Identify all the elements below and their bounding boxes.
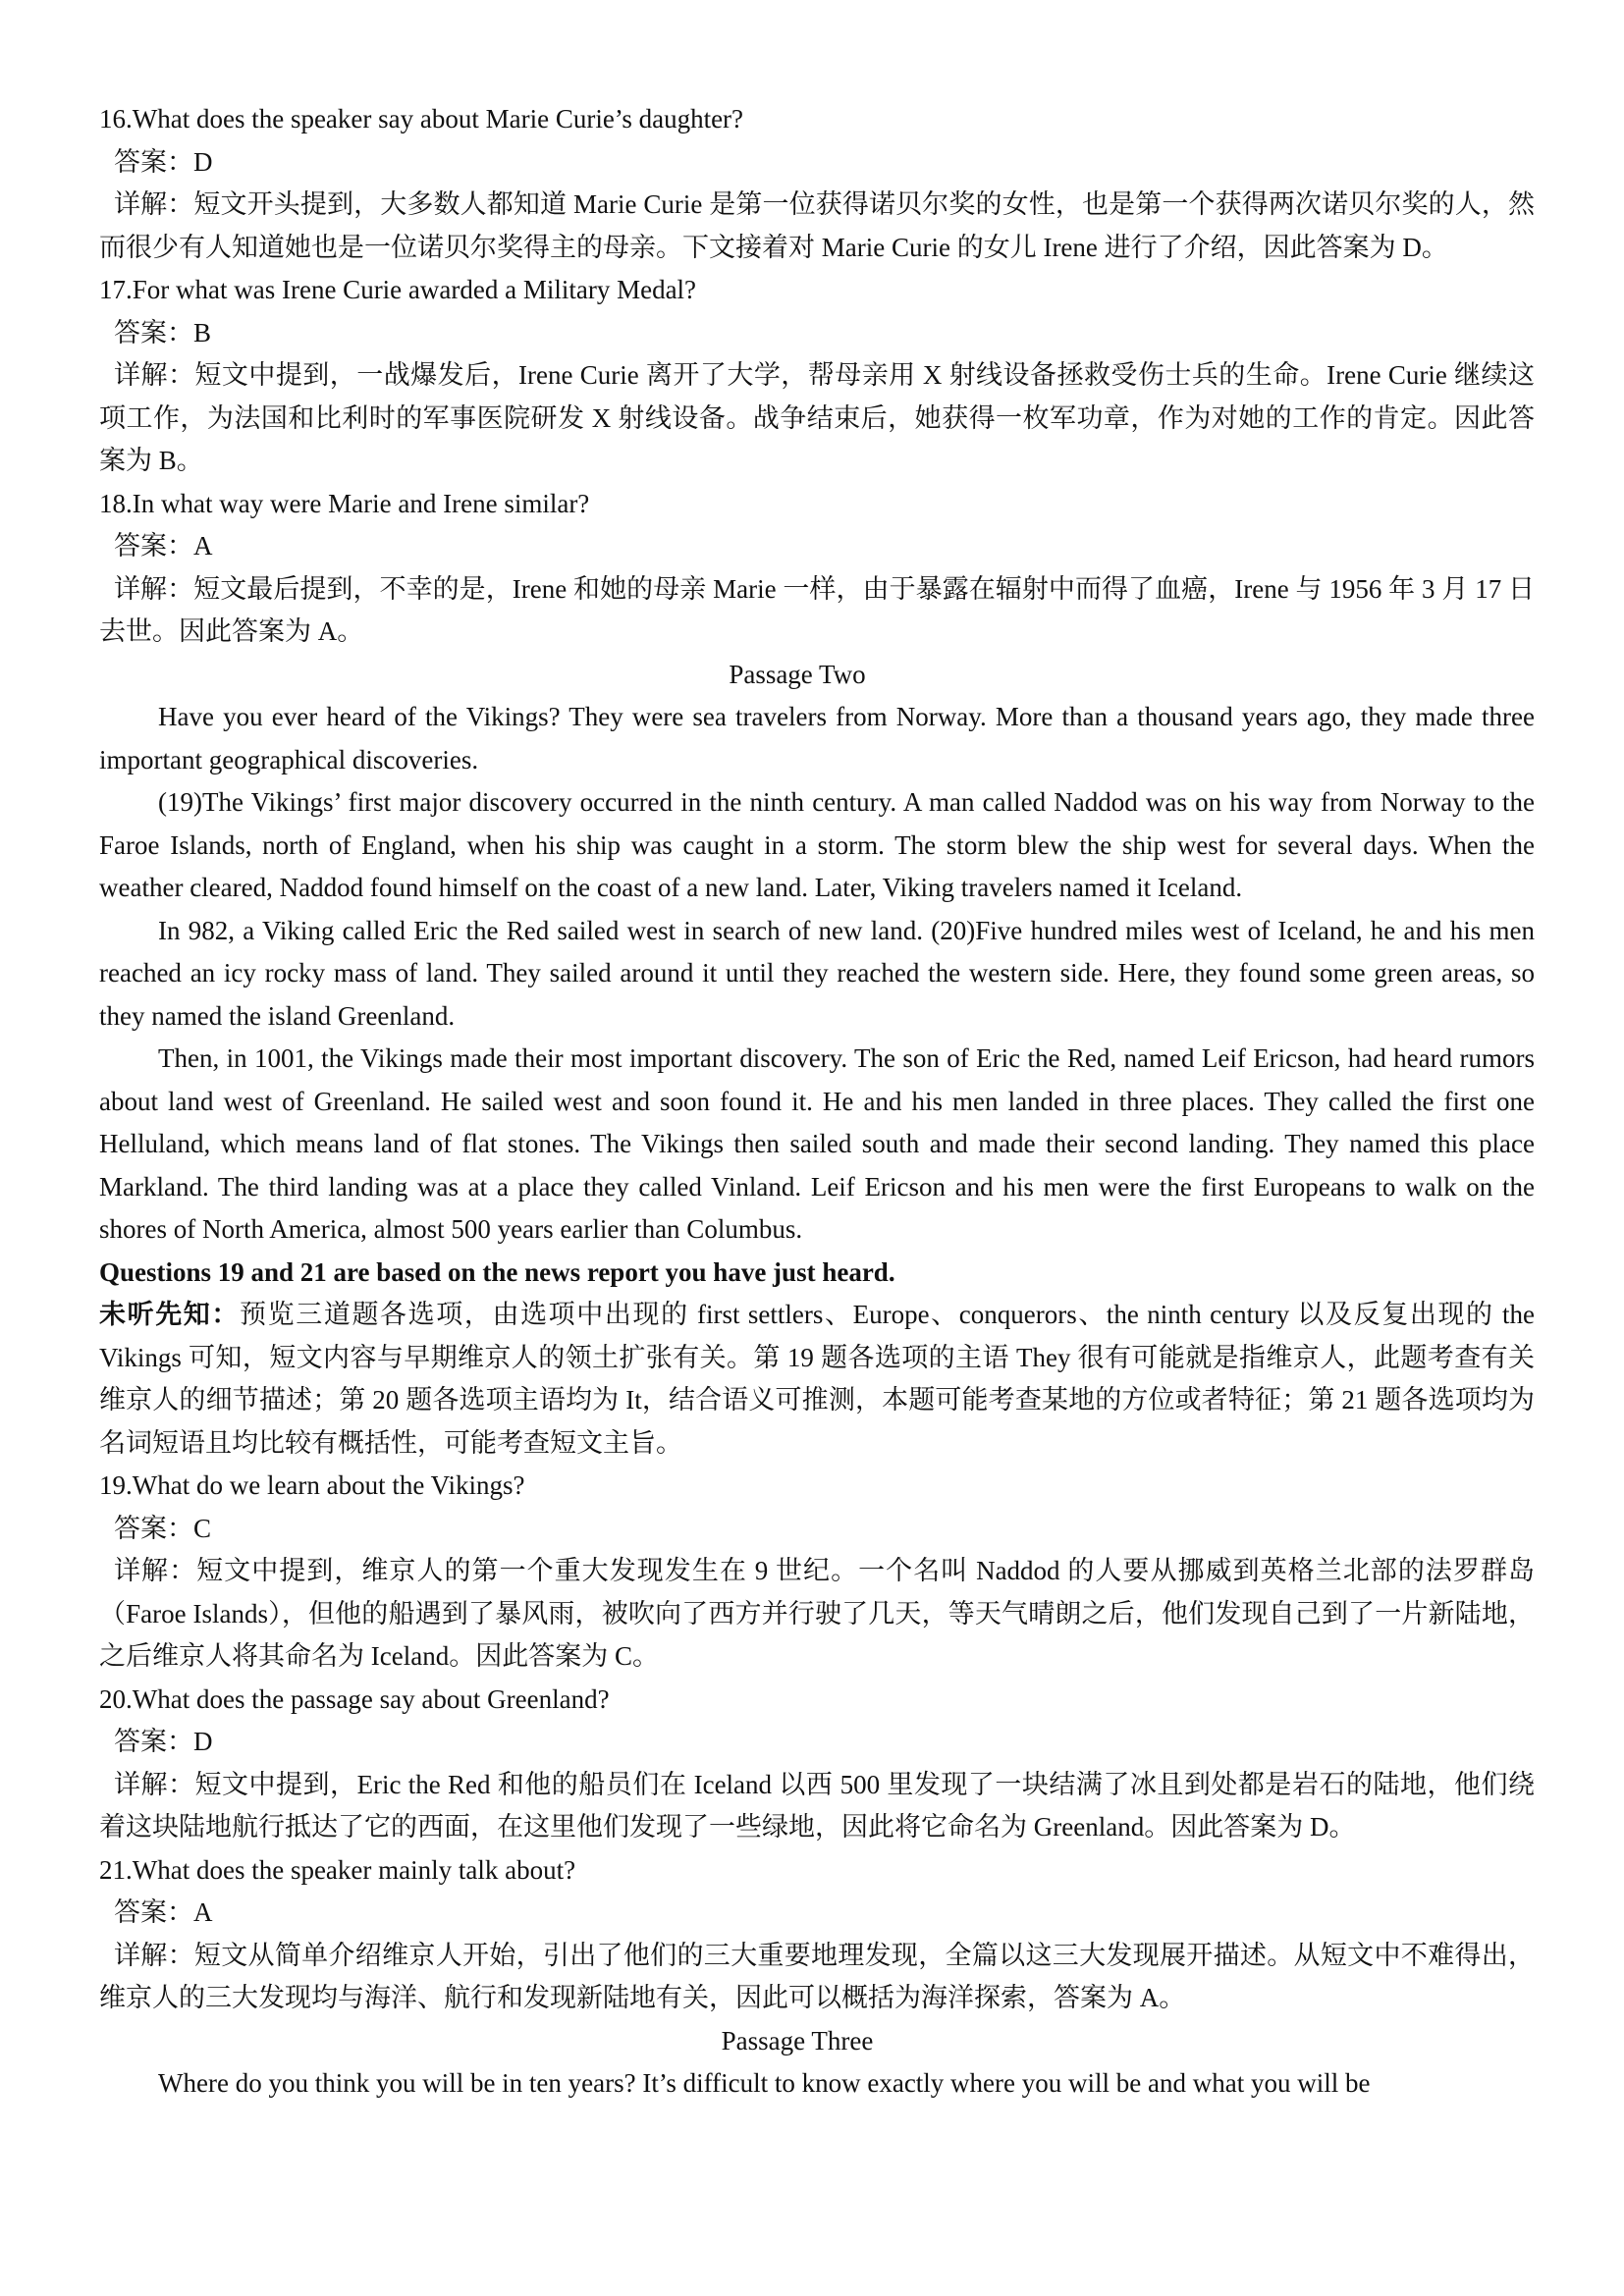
- question-16: 16.What does the speaker say about Marie Curie’s daughter?: [99, 104, 744, 133]
- passage-three-paragraph-1: Where do you think you will be in ten years? It’s difficult to know exactly where you will be and what you will be: [158, 2068, 1371, 2098]
- passage-two-paragraph-3: In 982, a Viking called Eric the Red sailed west in search of new land. (20)Five hundred miles west of Iceland, he and his men reached an icy rocky mass of land. They sailed around it until they reached the western side. Here, they found some green areas, so they named the island Greenland.: [99, 915, 1535, 1031]
- passage-three-title: Passage Three: [721, 2025, 874, 2056]
- passage-two-title: Passage Two: [729, 659, 866, 689]
- answer-20: 答案：D: [114, 1727, 213, 1756]
- explanation-18: 详解：短文最后提到，不幸的是，Irene 和她的母亲 Marie 一样，由于暴露在辐射中而得了血癌，Irene 与 1956 年 3 月 17 日去世。因此答案为 A。: [99, 573, 1535, 646]
- preview-text: 预览三道题各选项，由选项中出现的 first settlers、Europe、conquerors、the ninth century 以及反复出现的 the Vikings 可知，短文内容与早期维京人的领土扩张有关。第 19 题各选项的主语 They 很有可能就是指维京人，此题考查有关维京人的细节描述；第 20 题各选项主语均为 It，结合语义可推测，本题可能考查某地的方位或者特征；第 21 题各选项均为名词短语且均比较有概括性，可能考查短文主旨。: [99, 1300, 1535, 1458]
- explanation-19: 详解：短文中提到，维京人的第一个重大发现发生在 9 世纪。一个名叫 Naddod 的人要从挪威到英格兰北部的法罗群岛（Faroe Islands），但他的船遇到了暴风雨，被吹向了西方并行驶了几天，等天气晴朗之后，他们发现自己到了一片新陆地，之后维京人将其命名为 Iceland。因此答案为 C。: [99, 1556, 1535, 1671]
- answer-17: 答案：B: [114, 317, 212, 347]
- passage-two-paragraph-1: Have you ever heard of the Vikings? They were sea travelers from Norway. More than a thousand years ago, they made three important geographical discoveries.: [99, 702, 1535, 774]
- preview-label: 未听先知：: [99, 1300, 241, 1329]
- preview-paragraph: [99, 1294, 1535, 1465]
- explanation-16: 详解：短文开头提到，大多数人都知道 Marie Curie 是第一位获得诺贝尔奖的女性，也是第一个获得两次诺贝尔奖的人，然而很少有人知道她也是一位诺贝尔奖得主的母亲。下文接着对 Marie Curie 的女儿 Irene 进行了介绍，因此答案为 D。: [99, 189, 1535, 262]
- question-17: 17.For what was Irene Curie awarded a Military Medal?: [99, 275, 697, 304]
- answer-16: 答案：D: [114, 146, 213, 177]
- questions-instruction: Questions 19 and 21 are based on the news report you have just heard.: [99, 1256, 895, 1287]
- explanation-20: 详解：短文中提到，Eric the Red 和他的船员们在 Iceland 以西 500 里发现了一块结满了冰且到处都是岩石的陆地，他们绕着这块陆地航行抵达了它的西面，在这里他们发现了一些绿地，因此将它命名为 Greenland。因此答案为 D。: [99, 1769, 1535, 1842]
- answer-19: 答案：C: [114, 1513, 212, 1543]
- passage-two-paragraph-4: Then, in 1001, the Vikings made their most important discovery. The son of Eric the Red, named Leif Ericson, had heard rumors about land west of Greenland. He sailed west and soon found it. He and his men landed in three places. They called the first one Helluland, which means land of flat stones. The Vikings then sailed south and made their second landing. They named this place Markland. The third landing was at a place they called Vinland. Leif Ericson and his men were the first Europeans to walk on the shores of North America, almost 500 years earlier than Columbus.: [99, 1043, 1535, 1244]
- explanation-21: 详解：短文从简单介绍维京人开始，引出了他们的三大重要地理发现，全篇以这三大发现展开描述。从短文中不难得出，维京人的三大发现均与海洋、航行和发现新陆地有关，因此可以概括为海洋探索，答案为 A。: [99, 1940, 1535, 2012]
- question-21: 21.What does the speaker mainly talk about?: [99, 1854, 576, 1885]
- passage-two-paragraph-2: (19)The Vikings’ first major discovery occurred in the ninth century. A man called Naddod was on his way from Norway to the Faroe Islands, north of England, when his ship was caught in a storm. The storm blew the ship west for several days. When the weather cleared, Naddod found himself on the coast of a new land. Later, Viking travelers named it Iceland.: [99, 787, 1535, 902]
- explanation-17: 详解：短文中提到，一战爆发后，Irene Curie 离开了大学，帮母亲用 X 射线设备拯救受伤士兵的生命。Irene Curie 继续这项工作，为法国和比利时的军事医院研发 X 射线设备。战争结束后，她获得一枚军功章，作为对她的工作的肯定。因此答案为 B。: [99, 360, 1535, 475]
- question-19: 19.What do we learn about the Vikings?: [99, 1470, 525, 1500]
- question-18: 18.In what way were Marie and Irene similar?: [99, 488, 590, 518]
- answer-21: 答案：A: [114, 1897, 213, 1927]
- answer-18: 答案：A: [114, 531, 213, 561]
- question-20: 20.What does the passage say about Greenland?: [99, 1683, 610, 1714]
- document-page: [99, 98, 1535, 2106]
